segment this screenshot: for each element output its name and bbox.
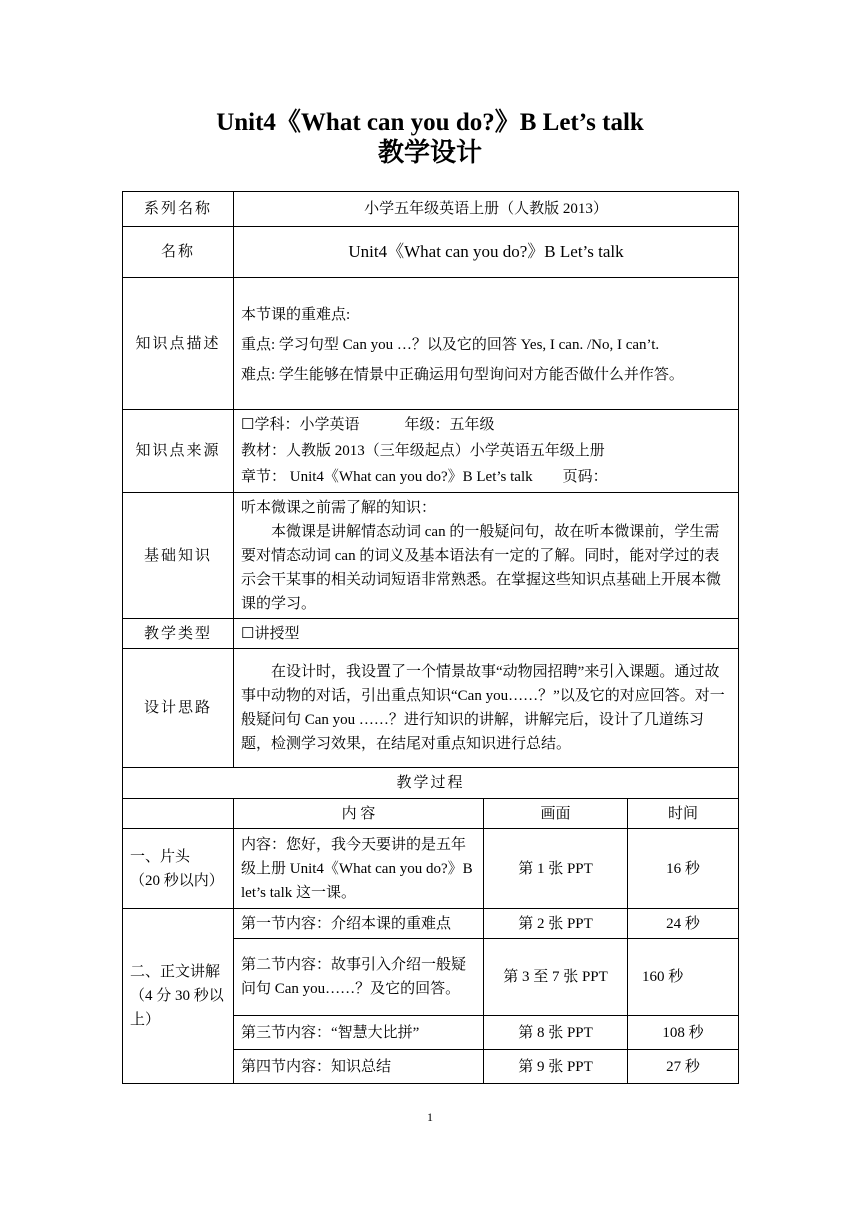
name-value: Unit4《What can you do?》B Let’s talk	[234, 227, 739, 278]
type-label: 教学类型	[123, 619, 234, 649]
series-label: 系列名称	[123, 192, 234, 227]
lesson-plan-table	[122, 191, 739, 1084]
process-screen: 第 8 张 PPT	[484, 1016, 628, 1050]
knowledge-desc-cell	[234, 278, 739, 410]
process-content: 第一节内容：介绍本课的重难点	[234, 909, 484, 939]
knowledge-source-label: 知识点来源	[123, 410, 234, 493]
process-section: 二、正文讲解（4 分 30 秒以上）	[123, 909, 234, 1084]
document-subtitle: 教学设计	[377, 138, 482, 167]
basic-body: 本微课是讲解情态动词 can 的一般疑问句，故在听本微课前，学生需要对情态动词 can 的词义及基本语法有一定的了解。同时，能对学过的表示会干某事的相关动词短语非常熟悉。在掌握这些知识点基础上开展本微课的学习。	[241, 523, 722, 612]
row-type	[123, 619, 739, 649]
knowledge-source-line: ☐学科：小学英语 年级：五年级	[241, 417, 495, 433]
row-name	[123, 227, 739, 278]
design-body: 在设计时，我设置了一个情景故事“动物园招聘”来引入课题。通过故事中动物的对话，引出重点知识“Can you……？”以及它的对应回答。对一般疑问句 Can you ……？进行知识的讲解，讲解完后，设计了几道练习题，检测学习效果，在结尾对重点知识进行总结。	[241, 664, 725, 752]
knowledge-desc-label: 知识点描述	[123, 278, 234, 410]
basic-cell	[234, 493, 739, 619]
process-content: 第二节内容：故事引入介绍一般疑问句 Can you……？及它的回答。	[234, 939, 484, 1016]
process-screen: 第 1 张 PPT	[484, 829, 628, 909]
process-content: 第三节内容：“智慧大比拼”	[234, 1016, 484, 1050]
process-time: 24 秒	[628, 909, 739, 939]
process-col-content: 内 容	[234, 799, 484, 829]
process-section: 一、片头 （20 秒以内）	[123, 829, 234, 909]
process-header: 教学过程	[123, 768, 739, 799]
process-col-screen: 画面	[484, 799, 628, 829]
page-number: 1	[427, 1110, 433, 1124]
process-content: 第四节内容：知识总结	[234, 1050, 484, 1084]
row-knowledge-desc	[123, 278, 739, 410]
process-content: 内容：您好，我今天要讲的是五年级上册 Unit4《What can you do?》B let’s talk 这一课。	[234, 829, 484, 909]
knowledge-source-line: 教材：人教版 2013（三年级起点）小学英语五年级上册	[241, 443, 605, 459]
basic-label: 基础知识	[123, 493, 234, 619]
name-label: 名称	[123, 227, 234, 278]
knowledge-desc-line: 本节课的重难点:	[241, 306, 351, 323]
process-time: 108 秒	[628, 1016, 739, 1050]
process-row	[123, 829, 739, 909]
process-time: 16 秒	[628, 829, 739, 909]
knowledge-desc-line: 重点: 学习句型 Can you …？以及它的回答 Yes, I can. /No, I can’t.	[241, 336, 660, 353]
process-col-empty	[123, 799, 234, 829]
series-value: 小学五年级英语上册（人教版 2013）	[234, 192, 739, 227]
design-cell	[234, 649, 739, 768]
document-title: Unit4《What can you do?》B Let’s talk	[216, 109, 644, 136]
row-design	[123, 649, 739, 768]
row-basic	[123, 493, 739, 619]
process-time: 27 秒	[628, 1050, 739, 1084]
knowledge-source-line: 章节： Unit4《What can you do?》B Let’s talk 页码：	[241, 469, 608, 485]
process-screen: 第 2 张 PPT	[484, 909, 628, 939]
type-value: ☐讲授型	[234, 619, 739, 649]
row-series	[123, 192, 739, 227]
knowledge-source-cell	[234, 410, 739, 493]
process-row	[123, 909, 739, 939]
process-screen: 第 3 至 7 张 PPT	[484, 939, 628, 1016]
design-label: 设计思路	[123, 649, 234, 768]
row-knowledge-source	[123, 410, 739, 493]
process-time: 160 秒	[628, 939, 739, 1016]
row-process-header	[123, 768, 739, 799]
knowledge-desc-line: 难点: 学生能够在情景中正确运用句型询问对方能否做什么并作答。	[241, 366, 684, 383]
process-screen: 第 9 张 PPT	[484, 1050, 628, 1084]
process-col-time: 时间	[628, 799, 739, 829]
row-process-columns	[123, 799, 739, 829]
basic-intro: 听本微课之前需了解的知识：	[241, 499, 437, 516]
